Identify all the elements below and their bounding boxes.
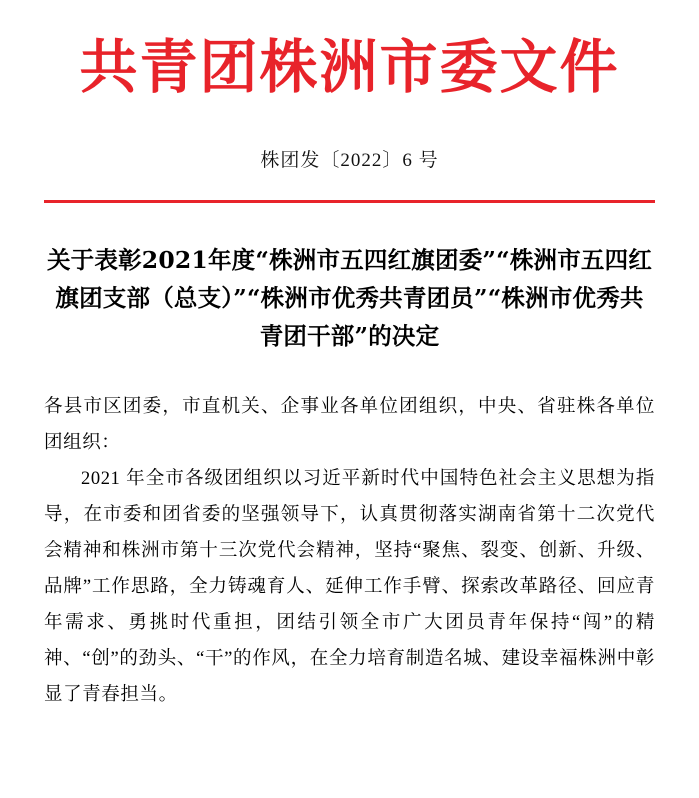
document-title: 共青团株洲市委文件 [79, 33, 620, 101]
body-paragraph-1: 2021 年全市各级团组织以习近平新时代中国特色社会主义思想为指导，在市委和团省委的坚强领导下，认真贯彻落实湖南省第十二次党代会精神和株洲市第十三次党代会精神，坚持“聚焦、裂变、创新、升级、品牌”工作思路，全力铸魂育人、延伸工作手臂、探索改革路径、回应青年需求、勇挑时代重担，团结引领全市广大团员青年保持“闯”的精神、“创”的劲头、“干”的作风，在全力培育制造名城、建设幸福株洲中彰显了青春担当。 [44, 469, 655, 706]
red-divider-rule [44, 200, 655, 203]
document-number: 株团发〔2022〕6 号 [260, 149, 439, 171]
document-page [0, 34, 699, 798]
document-subject-heading: 关于表彰2021年度“株洲市五四红旗团委”“株洲市五四红旗团支部（总支）”“株洲市优秀共青团员”“株洲市优秀共青团干部”的决定 [46, 245, 653, 350]
addressee-line: 各县市区团委，市直机关、企事业各单位团组织，中央、省驻株各单位团组织： [44, 396, 655, 453]
document-body [44, 389, 655, 714]
